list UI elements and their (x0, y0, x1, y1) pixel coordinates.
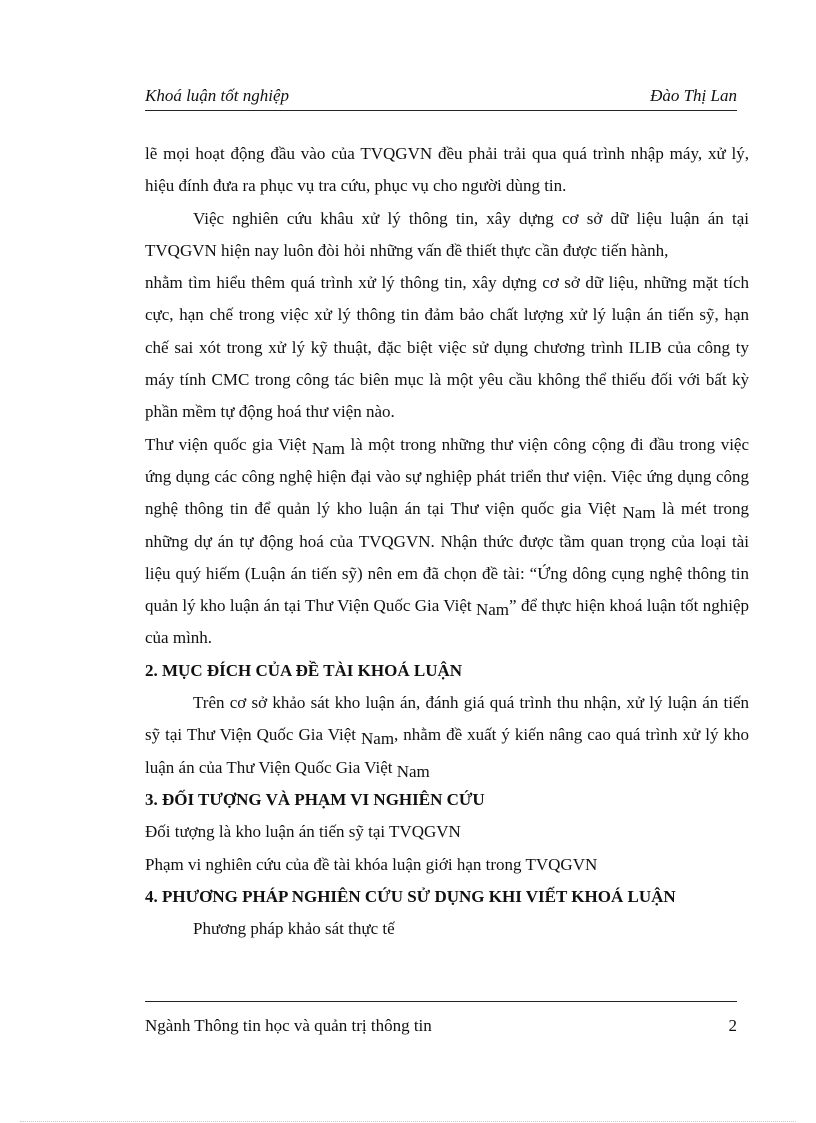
section-heading-method: 4. PHƯƠNG PHÁP NGHIÊN CỨU SỬ DỤNG KHI VIẾT KHOÁ LUẬN (145, 886, 676, 906)
footer-divider (145, 1001, 737, 1002)
text-segment: Thư viện quốc gia Việt (145, 434, 307, 454)
footer-major: Ngành Thông tin học và quản trị thông tin (145, 1016, 432, 1035)
section-heading-purpose: 2. MỤC ĐÍCH CỦA ĐỀ TÀI KHOÁ LUẬN (145, 660, 463, 680)
paragraph-research-detail: nhằm tìm hiểu thêm quá trình xử lý thông tin, xây dựng cơ sở dữ liệu, những mặt tích cực, hạn chế trong việc xử lý thông tin đảm bảo chất lượng xử lý luận án tiến sỹ, hạn chế sai xót trong xử lý kỹ thuật, đặc biệt việc sử dụng chương trình ILIB của công ty máy tính CMC trong công tác biên mục là một yêu cầu không thể thiếu đối với bất kỳ phần mềm tự động hoá thư viện nào. (145, 273, 749, 422)
text-nam: Nam (361, 729, 395, 749)
header-author: Đào Thị Lan (650, 86, 737, 105)
text-segment: ” để thực hiện khoá luận tốt nghiệp của mình. (145, 596, 750, 648)
text-segment: , nhằm đề xuất ý kiến nâng cao quá trình xử lý kho luận án của Thư Viện Quốc Gia Việt (145, 725, 749, 777)
header-thesis-label: Khoá luận tốt nghiệp (145, 86, 290, 105)
paragraph-purpose (145, 687, 749, 784)
page-header (145, 84, 737, 111)
paragraph-research-intro: Việc nghiên cứu khâu xử lý thông tin, xây dựng cơ sở dữ liệu luận án tại TVQGVN hiện nay luôn đòi hỏi những vấn đề thiết thực cần được tiến hành, (145, 208, 749, 260)
paragraph-method: Phương pháp khảo sát thực tế (193, 919, 395, 939)
paragraph-continuation: lẽ mọi hoạt động đầu vào của TVQGVN đều phải trải qua quá trình nhập máy, xử lý, hiệu đính đưa ra phục vụ tra cứu, phục vụ cho người dùng tin. (145, 144, 749, 196)
paragraph-library-context (145, 429, 749, 655)
text-nam: Nam (396, 761, 430, 781)
page-bottom-border (20, 1121, 796, 1122)
text-nam: Nam (311, 438, 345, 458)
text-segment: Trên cơ sở khảo sát kho luận án, đánh giá quá trình thu nhận, xử lý luận án tiến sỹ tại Thư Viện Quốc Gia Việt (145, 693, 749, 745)
section-heading-scope: 3. ĐỐI TƯỢNG VÀ PHẠM VI NGHIÊN CỨU (145, 789, 485, 809)
text-segment: là một trong những thư viện công cộng đi đầu trong việc ứng dụng các công nghệ hiện đại vào sự nghiệp phát triển thư viện. Việc ứng dụng công nghệ thông tin để quản lý kho luận án tại Thư viện quốc gia Việt (145, 434, 750, 519)
paragraph-scope: Phạm vi nghiên cứu của đề tài khóa luận giới hạn trong TVQGVN (145, 854, 598, 874)
page-body (145, 138, 749, 945)
paragraph-object: Đối tượng là kho luận án tiến sỹ tại TVQGVN (145, 822, 461, 842)
page-number: 2 (728, 1016, 737, 1035)
text-nam: Nam (475, 600, 510, 620)
text-segment: là mét trong những dự án tự động hoá của TVQGVN. Nhận thức được tầm quan trọng của loại tài liệu quý hiếm (Luận án tiến sỹ) nên em đã chọn đề tài: “Ứng dông cụng nghệ thông tin quản lý kho luận án tại Thư Viện Quốc Gia Việt (145, 499, 749, 616)
text-nam: Nam (622, 503, 656, 523)
